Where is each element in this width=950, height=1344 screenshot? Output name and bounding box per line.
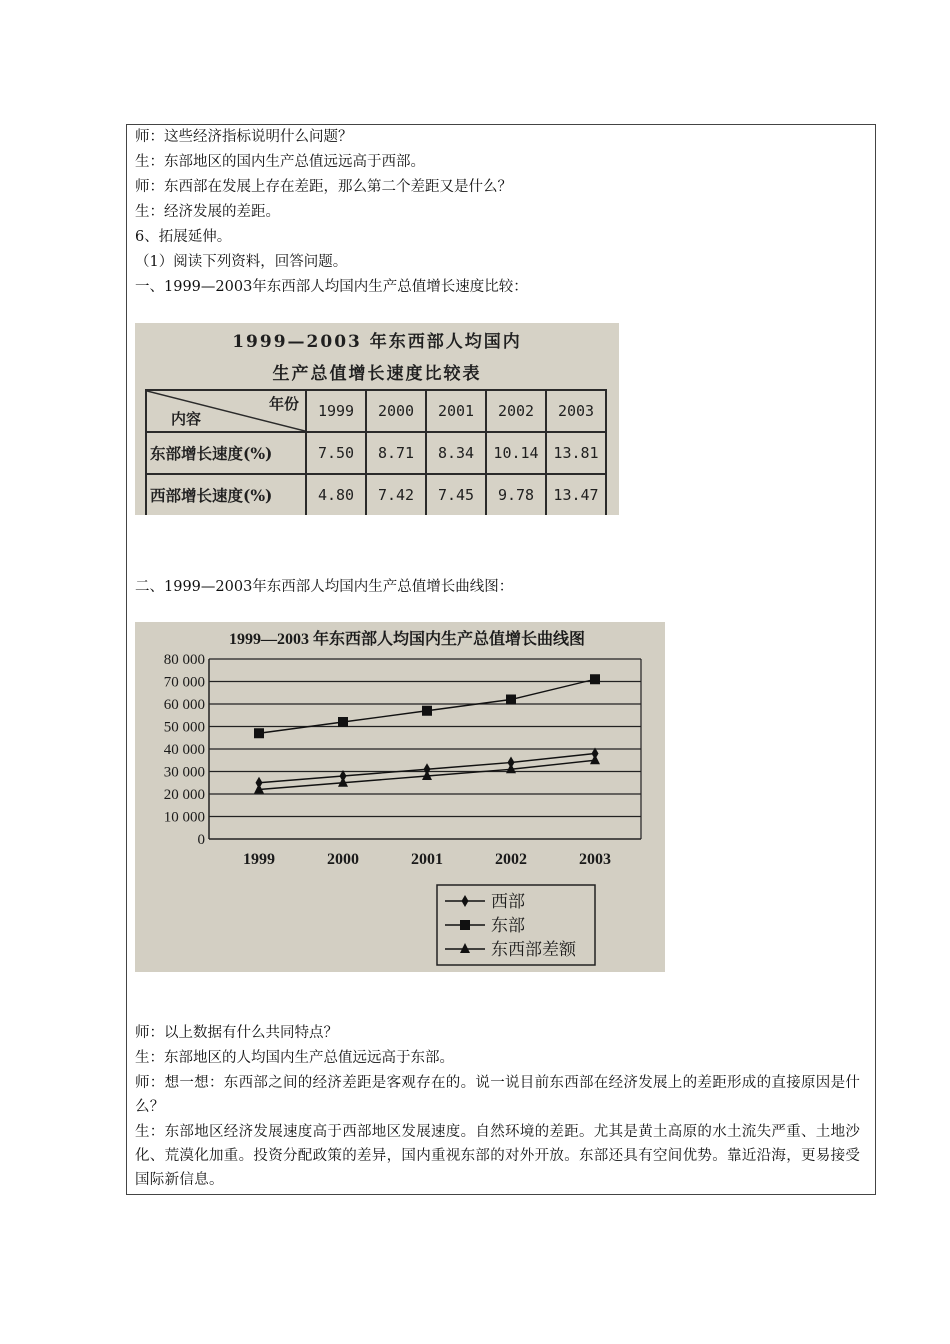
- row-label: 东部增长速度(%): [146, 432, 306, 474]
- row-label: 西部增长速度(%): [146, 474, 306, 515]
- dialogue-line-7: 师：想一想：东西部之间的经济差距是客观存在的。说一说目前东西部在经济发展上的差距形成的直接原因是什么？: [135, 1075, 861, 1115]
- y-tick-label: 0: [197, 832, 205, 848]
- dialogue-line-3: 师：东西部在发展上存在差距，那么第二个差距又是什么？: [135, 179, 512, 195]
- year-header-cell: 2003: [546, 390, 606, 432]
- legend-marker: [460, 920, 470, 930]
- x-tick-label: 1999: [243, 851, 275, 868]
- gdp-line-chart: [135, 622, 665, 972]
- data-point: [338, 717, 348, 727]
- year-header-cell: 2000: [366, 390, 426, 432]
- header-year-label: 年份: [268, 395, 299, 413]
- subsection-heading: （1）阅读下列资料，回答问题。: [135, 254, 348, 270]
- y-tick-label: 50 000: [163, 719, 205, 736]
- x-tick-label: 2001: [411, 851, 443, 868]
- data-point: [506, 695, 516, 705]
- dialogue-line-5: 师：以上数据有什么共同特点？: [135, 1025, 338, 1041]
- dialogue-line-6: 生：东部地区的人均国内生产总值远远高于东部。: [135, 1050, 454, 1066]
- table-cell: 10.14: [486, 432, 546, 474]
- table-header-row: [146, 390, 606, 432]
- table-cell: 9.78: [486, 474, 546, 515]
- data-point: [422, 706, 432, 716]
- dialogue-line-4: 生：经济发展的差距。: [135, 204, 280, 220]
- year-header-cell: 2001: [426, 390, 486, 432]
- x-tick-label: 2002: [495, 851, 527, 868]
- dialogue-line-8: 生：东部地区经济发展速度高于西部地区发展速度。自然环境的差距。尤其是黄土高原的水土流失严重、土地沙化、荒漠化加重。投资分配政策的差异，国内重视东部的对外开放。东部还具有空间优势。靠近沿海，更易接受国际新信息。: [135, 1124, 861, 1188]
- table-cell: 4.80: [306, 474, 366, 515]
- legend-label: 西部: [491, 892, 525, 911]
- data-point: [590, 674, 600, 684]
- legend-label: 东部: [491, 916, 525, 935]
- table-corner-cell: [146, 390, 306, 432]
- y-tick-label: 70 000: [163, 674, 205, 691]
- table-row: [146, 474, 606, 515]
- x-tick-label: 2000: [327, 851, 359, 868]
- data-point: [254, 784, 264, 794]
- data-point: [590, 754, 600, 764]
- dialogue-line-2: 生：东部地区的国内生产总值远远高于西部。: [135, 154, 425, 170]
- legend-label: 东西部差额: [491, 940, 576, 959]
- y-tick-label: 30 000: [163, 764, 205, 781]
- chart-title: 1999—2003 年东西部人均国内生产总值增长曲线图: [228, 631, 586, 648]
- table-cell: 7.42: [366, 474, 426, 515]
- table-cell: 7.50: [306, 432, 366, 474]
- y-tick-label: 60 000: [163, 697, 205, 713]
- x-tick-label: 2003: [579, 851, 611, 868]
- growth-rate-table: [145, 389, 607, 515]
- y-tick-label: 80 000: [163, 652, 205, 668]
- gdp-line-chart-image: [135, 622, 665, 972]
- legend-marker: [462, 895, 469, 907]
- table-cell: 8.71: [366, 432, 426, 474]
- section-heading: 6、拓展延伸。: [135, 229, 232, 245]
- dialogue-line-1: 师：这些经济指标说明什么问题？: [135, 129, 353, 145]
- y-tick-label: 10 000: [163, 809, 205, 826]
- y-tick-label: 20 000: [163, 787, 205, 803]
- table-cell: 13.81: [546, 432, 606, 474]
- year-header-cell: 1999: [306, 390, 366, 432]
- table-cell: 7.45: [426, 474, 486, 515]
- table-caption: 一、1999—2003年东西部人均国内生产总值增长速度比较：: [135, 279, 528, 295]
- table-row: [146, 432, 606, 474]
- data-point: [254, 728, 264, 738]
- header-item-label: 内容: [171, 410, 202, 428]
- legend-marker: [460, 943, 470, 953]
- table-title-line-2: 生产总值增长速度比较表: [272, 364, 482, 384]
- table-title-line-1: 1999—2003 年东西部人均国内: [232, 332, 522, 352]
- year-header-cell: 2002: [486, 390, 546, 432]
- table-cell: 13.47: [546, 474, 606, 515]
- chart-caption: 二、1999—2003年东西部人均国内生产总值增长曲线图：: [135, 579, 514, 595]
- growth-rate-table-image: [135, 323, 619, 515]
- data-point: [338, 777, 348, 787]
- y-tick-label: 40 000: [163, 742, 205, 758]
- table-cell: 8.34: [426, 432, 486, 474]
